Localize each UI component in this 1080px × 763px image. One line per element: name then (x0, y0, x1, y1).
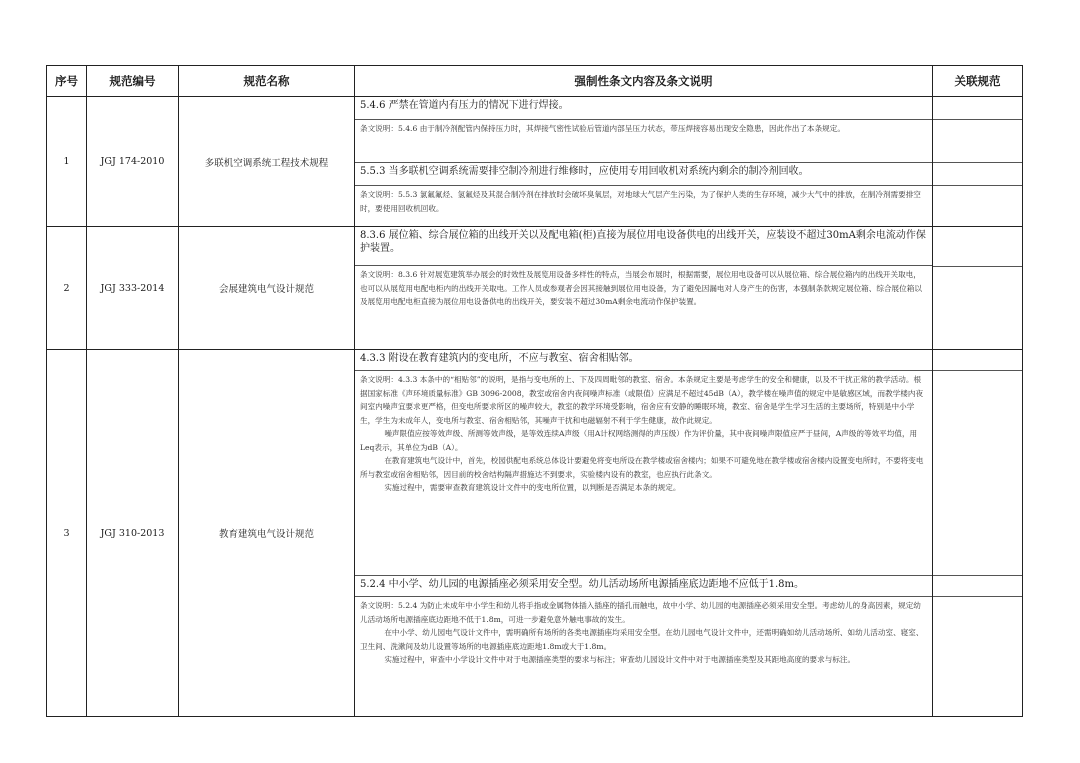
clause-explanation: 条文说明：8.3.6 针对展览建筑举办展会的时效性及展览用设备多样性的特点，当展会布展时，根据需要，展位用电设备可以从展位箱、综合展位箱内的出线开关取电，也可以从展览用电配电柜内的出线开关取电。工作人员或参观者会因其接触到展位用电设备，为了避免因漏电对人身产生的伤害，本强制条款规定展位箱、综合展位箱以及展览用电配电柜直接为展位用电设备供电的出线开关，要安装不超过30mA剩余电流动作保护装置。 (360, 270, 922, 306)
row-index: 3 (47, 350, 87, 717)
mandatory-clauses-table (46, 65, 1023, 717)
related-standard-cell (933, 97, 1023, 227)
clause-explanation: 条文说明：5.5.3 氯氟氟烃、氢氟烃及其混合制冷剂在排放时会破坏臭氧层，对地球大气层产生污染，为了保护人类的生存环境，减少大气中的排放，在制冷剂需要排空时，要使用回收机回收。 (360, 190, 921, 213)
table-header-row (47, 66, 1023, 97)
table-row (47, 350, 1023, 717)
clause-title: 5.2.4 中小学、幼儿园的电源插座必须采用安全型。幼儿活动场所电源插座底边距地不应低于1.8m。 (355, 576, 932, 597)
standard-name: 多联机空调系统工程技术规程 (179, 97, 355, 227)
standard-code: JGJ 333-2014 (87, 227, 179, 350)
related-standard-cell (933, 350, 1023, 717)
row-index: 2 (47, 227, 87, 350)
clause-explanation: 条文说明：4.3.3 本条中的“相贴邻”的说明，是指与变电所的上、下及四周毗邻的教室、宿舍。本条规定主要是考虑学生的安全和健康，以及不干扰正常的教学活动。根据国家标准《声环境质量标准》GB 3096-2008，教室或宿舍内夜间噪声标准（或限值）应满足不超过45dB（A），教学楼在噪声值的规定中是敏感区域，而教学楼内夜间室内噪声宜要求更严格，但变电所要求所区的噪声较大，教室的教学环境受影响，宿舍应有安静的睡眠环境，教室、宿舍是学生学习生活的主要场所，特别是中小学生，学生为未成年人，变电所与教室、宿舍相贴邻，其噪声干扰和电磁辐射不利于学生健康，故作此规定。 噪声限值应按等效声级、所测等效声级，是等效连续A声级（用A计权网络测得的声压级）作为评价量，其中夜间噪声限值应严于昼间，A声级的等效平均值，用Leq表示，其单位为dB（A）。 在教育建筑电气设计中，首先，校园供配电系统总体设计要避免将变电所设在教学楼或宿舍楼内；如果不可避免地在教学楼或宿舍楼内设置变电所时，不要将变电所与教室或宿舍相贴邻，因目前的校舍结构隔声措施达不到要求，实验楼内设有的教室，也应执行此条文。 实施过程中，需要审查教育建筑设计文件中的变电所位置，以判断是否满足本条的规定。 (355, 371, 932, 576)
related-standard-cell (933, 227, 1023, 350)
clause-explanation: 条文说明：5.4.6 由于制冷剂配管内保持压力时，其焊接气密性试验后管道内部呈压力状态，带压焊接容易出现安全隐患，因此作出了本条规定。 (355, 120, 932, 163)
clause-content (355, 350, 933, 717)
clause-title: 4.3.3 附设在教育建筑内的变电所，不应与教室、宿舍相贴邻。 (355, 350, 932, 371)
header-code: 规范编号 (87, 66, 179, 97)
standard-name: 会展建筑电气设计规范 (179, 227, 355, 350)
table-row (47, 97, 1023, 227)
table-row (47, 227, 1023, 350)
clause-explanation: 条文说明：5.2.4 为防止未成年中小学生和幼儿将手指或金属物体插入插座的插孔而触电，故中小学、幼儿园的电源插座必须采用安全型。考虑幼儿的身高因素，规定幼儿活动场所电源插座底边距地不低于1.8m，可进一步避免意外触电事故的发生。 在中小学、幼儿园电气设计文件中，需明确所有场所的各类电源插座均采用安全型。在幼儿园电气设计文件中，还需明确如幼儿活动场所、如幼儿活动室、寝室、卫生间、洗漱间及幼儿设置等场所的电源插座底边距地1.8m或大于1.8m。 实施过程中，审查中小学设计文件中对于电源插座类型的要求与标注；审查幼儿园设计文件中对于电源插座类型及其距地高度的要求与标注。 (360, 601, 924, 664)
clause-title: 8.3.6 展位箱、综合展位箱的出线开关以及配电箱(柜)直接为展位用电设备供电的出线开关，应装设不超过30mA剩余电流动作保护装置。 (355, 227, 932, 266)
header-related: 关联规范 (933, 66, 1023, 97)
row-index: 1 (47, 97, 87, 227)
header-name: 规范名称 (179, 66, 355, 97)
standard-name: 教育建筑电气设计规范 (179, 350, 355, 717)
header-content: 强制性条文内容及条文说明 (355, 66, 933, 97)
regulation-table-page (46, 65, 1022, 717)
header-index: 序号 (47, 66, 87, 97)
clause-content (355, 227, 933, 350)
clause-title: 5.5.3 当多联机空调系统需要排空制冷剂进行维修时，应使用专用回收机对系统内剩余的制冷剂回收。 (355, 163, 932, 186)
clause-title: 5.4.6 严禁在管道内有压力的情况下进行焊接。 (355, 97, 932, 120)
standard-code: JGJ 310-2013 (87, 350, 179, 717)
clause-content (355, 97, 933, 227)
standard-code: JGJ 174-2010 (87, 97, 179, 227)
